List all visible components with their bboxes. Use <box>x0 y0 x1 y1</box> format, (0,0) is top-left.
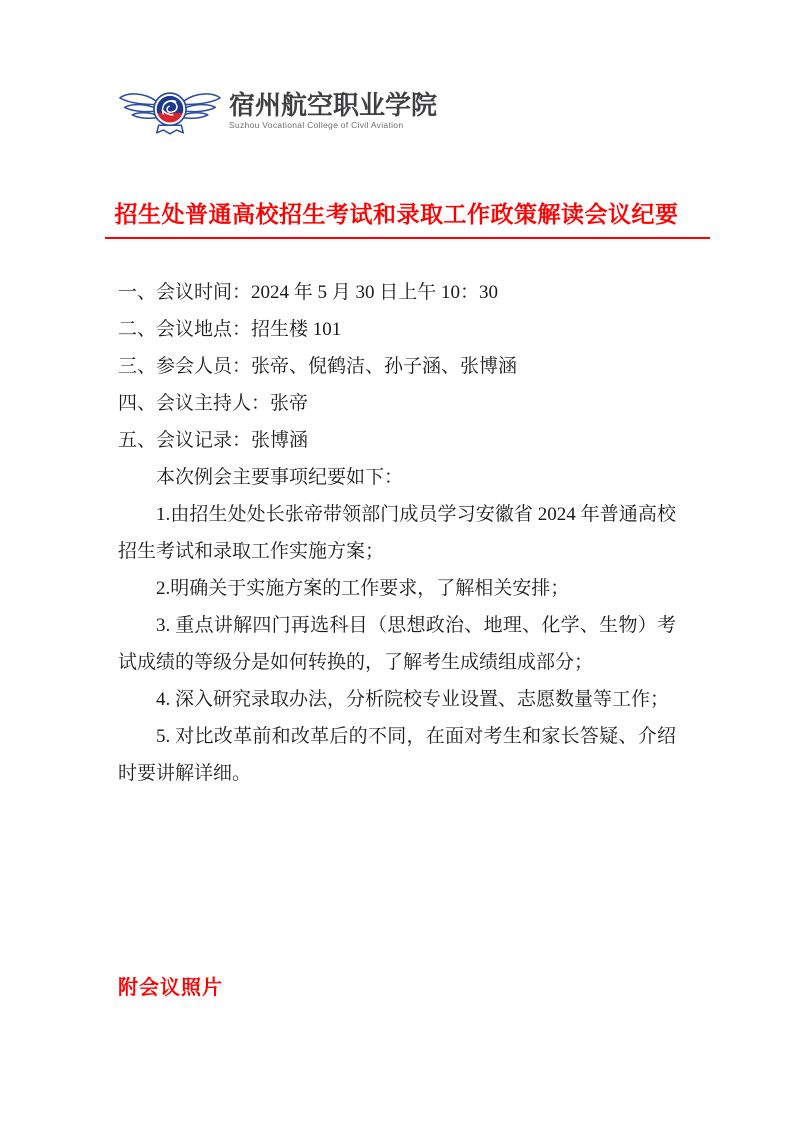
school-logo <box>118 84 437 142</box>
attendees-line: 三、参会人员：张帝、倪鹤洁、孙子涵、张博涵 <box>118 356 518 377</box>
title-underline <box>105 237 710 239</box>
host-line: 四、会议主持人：张帝 <box>118 393 309 414</box>
school-emblem-icon <box>118 84 222 142</box>
meeting-time-line: 一、会议时间：2024 年 5 月 30 日上午 10：30 <box>118 282 499 303</box>
summary-item-2: 2.明确关于实施方案的工作要求，了解相关安排； <box>156 578 570 599</box>
document-title: 招生处普通高校招生考试和录取工作政策解读会议纪要 <box>114 202 679 227</box>
meeting-location-line: 二、会议地点：招生楼 101 <box>118 319 342 340</box>
school-name-zh: 宿州航空职业学院 <box>229 90 438 120</box>
summary-item-5: 5. 对比改革前和改革后的不同，在面对考生和家长答疑、介绍时要讲解详细。 <box>118 726 676 784</box>
summary-item-3: 3. 重点讲解四门再选科目（思想政治、地理、化学、生物）考试成绩的等级分是如何转换的，了解考生成绩组成部分； <box>118 615 676 673</box>
document-body <box>118 274 676 792</box>
summary-item-4: 4. 深入研究录取办法，分析院校专业设置、志愿数量等工作； <box>156 689 670 710</box>
photo-attachment-note: 附会议照片 <box>118 977 223 999</box>
school-name-block <box>229 84 437 131</box>
recorder-line: 五、会议记录：张博涵 <box>118 430 309 451</box>
school-name-en: Suzhou Vocational College of Civil Aviation <box>229 120 404 130</box>
summary-item-1: 1.由招生处处长张帝带领部门成员学习安徽省 2024 年普通高校招生考试和录取工作实施方案； <box>118 504 676 562</box>
summary-intro-line: 本次例会主要事项纪要如下： <box>156 467 404 488</box>
